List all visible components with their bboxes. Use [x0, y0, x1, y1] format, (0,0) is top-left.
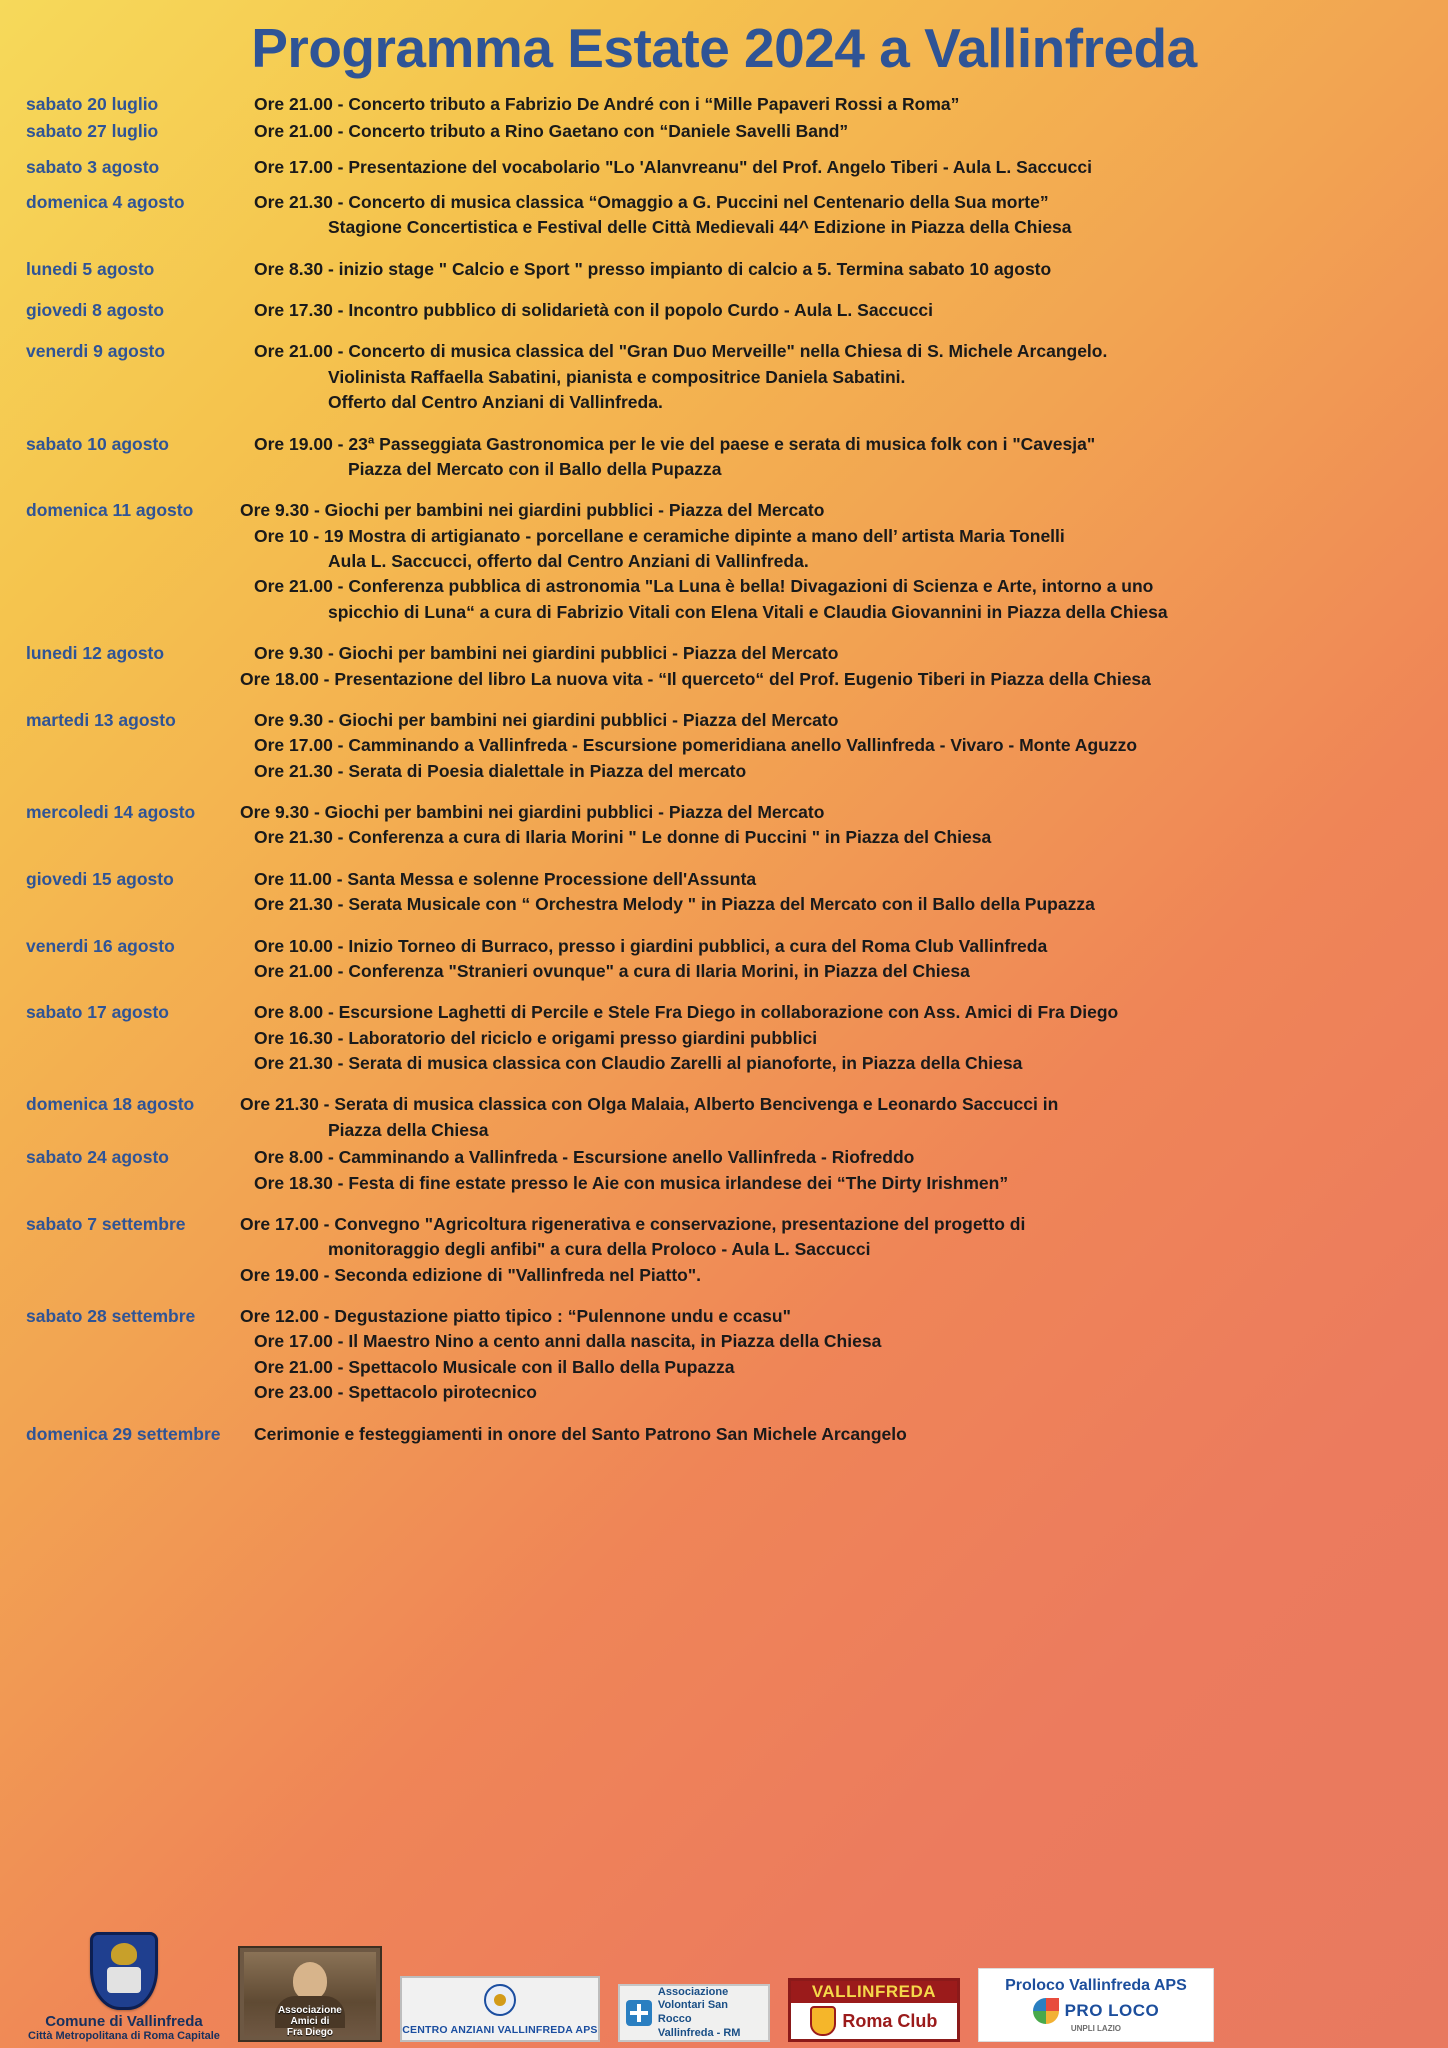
entry-line: Ore 21.30 - Serata di musica classica con Olga Malaia, Alberto Bencivenga e Leonardo Saccucci in — [240, 1094, 1059, 1115]
entry-line: Ore 21.30 - Concerto di musica classica “Omaggio a G. Puccini nel Centenario della Sua morte” — [254, 191, 1049, 212]
program-entry — [22, 867, 1426, 918]
entry-line: Ore 18.00 - Presentazione del libro La nuova vita - “Il querceto“ del Prof. Eugenio Tiberi in Piazza della Chiesa — [240, 668, 1151, 689]
entry-description — [240, 1000, 1426, 1076]
program-entry — [22, 708, 1426, 784]
volontari-badge — [618, 1984, 770, 2042]
entry-line: Ore 9.30 - Giochi per bambini nei giardini pubblici - Piazza del Mercato — [254, 643, 839, 664]
entry-date-label: lunedi 12 agosto — [26, 643, 165, 664]
entry-line: Ore 16.30 - Laboratorio del riciclo e origami presso giardini pubblici — [254, 1027, 818, 1048]
entry-description — [240, 1092, 1426, 1143]
emblem-icon — [484, 1984, 516, 2016]
entry-line: Ore 21.00 - Conferenza "Stranieri ovunque" a cura di Ilaria Morini, in Piazza del Chiesa — [254, 960, 970, 981]
fradiego-line3: Fra Diego — [286, 2027, 333, 2038]
entry-line: Ore 21.30 - Conferenza a cura di Ilaria Morini " Le donne di Puccini " in Piazza del Chiesa — [254, 827, 992, 848]
entry-line: Ore 17.00 - Presentazione del vocabolario "Lo 'Alanvreanu" del Prof. Angelo Tiberi - Aula L. Saccucci — [254, 156, 1092, 177]
program-entry — [22, 432, 1426, 483]
entry-description — [240, 339, 1426, 415]
entry-description — [240, 498, 1426, 625]
entry-line: Ore 10.00 - Inizio Torneo di Burraco, presso i giardini pubblici, a cura del Roma Club Vallinfreda — [254, 935, 1048, 956]
shield-icon — [810, 2006, 836, 2036]
entry-date-label: lunedi 5 agosto — [26, 258, 155, 279]
entry-line: Ore 21.00 - Concerto tributo a Fabrizio De André con i “Mille Papaveri Rossi a Roma” — [254, 93, 960, 114]
program-entry — [22, 800, 1426, 851]
program-entry — [22, 498, 1426, 625]
entry-description — [240, 867, 1426, 918]
entry-description — [240, 641, 1426, 692]
entry-description — [240, 119, 1426, 144]
entry-line: Ore 12.00 - Degustazione piatto tipico : “Pulennone undu e ccasu" — [240, 1306, 791, 1326]
entry-line: Ore 21.00 - Conferenza pubblica di astronomia "La Luna è bella! Divagazioni di Scienza e Arte, intorno a uno — [254, 576, 1154, 597]
entry-line: Ore 17.00 - Camminando a Vallinfreda - Escursione pomeridiana anello Vallinfreda - Vivaro - Monte Aguzzo — [254, 735, 1138, 756]
entry-line: Ore 8.00 - Escursione Laghetti di Percile e Stele Fra Diego in collaborazione con Ass. Amici di Fra Diego — [254, 1002, 1119, 1023]
entry-line: Ore 9.30 - Giochi per bambini nei giardini pubblici - Piazza del Mercato — [240, 500, 825, 521]
entry-date-label: mercoledi 14 agosto — [26, 802, 196, 822]
volontari-line2: Volontari San Rocco — [657, 1999, 729, 2025]
entry-line: Ore 21.00 - Spettacolo Musicale con il Ballo della Pupazza — [254, 1356, 735, 1377]
entry-description — [240, 1422, 1426, 1447]
roma-club-badge — [788, 1978, 960, 2042]
entry-description — [240, 155, 1426, 180]
entry-line: Ore 17.00 - Il Maestro Nino a cento anni dalla nascita, in Piazza della Chiesa — [254, 1331, 882, 1352]
program-entry — [22, 339, 1426, 415]
entry-date-label: domenica 18 agosto — [26, 1094, 195, 1115]
entry-line: Ore 17.30 - Incontro pubblico di solidarietà con il popolo Curdo - Aula L. Saccucci — [254, 300, 934, 320]
entry-description — [240, 1145, 1426, 1196]
entry-line: Violinista Raffaella Sabatini, pianista e compositrice Daniela Sabatini. — [328, 366, 906, 387]
page-title: Programma Estate 2024 a Vallinfreda — [251, 17, 1197, 79]
proloco-title: Proloco Vallinfreda APS — [1005, 1976, 1187, 1994]
entry-line: Ore 11.00 - Santa Messa e solenne Processione dell'Assunta — [254, 868, 757, 889]
entry-date-label: giovedi 15 agosto — [26, 868, 174, 889]
entry-line: Piazza della Chiesa — [328, 1119, 489, 1140]
entry-description — [240, 190, 1426, 241]
roma-club-top-label: VALLINFREDA — [791, 1981, 957, 2003]
entry-line: spicchio di Luna“ a cura di Fabrizio Vitali con Elena Vitali e Claudia Giovannini in Piazza della Chiesa — [328, 601, 1168, 622]
proloco-mark: PRO LOCO — [1064, 2001, 1160, 2021]
entry-date-label: martedi 13 agosto — [26, 709, 176, 730]
program-entry — [22, 257, 1426, 282]
entry-date-label: domenica 29 settembre — [26, 1423, 221, 1444]
entry-date-label: domenica 4 agosto — [26, 191, 185, 212]
entry-line: Offerto dal Centro Anziani di Vallinfreda. — [328, 392, 663, 413]
entry-description — [240, 934, 1426, 985]
entry-line: Ore 10 - 19 Mostra di artigianato - porcellane e ceramiche dipinte a mano dell’ artista Maria Tonelli — [254, 525, 1065, 546]
comune-name: Comune di Vallinfreda — [45, 2012, 203, 2030]
cross-icon — [626, 2000, 652, 2026]
entry-description — [240, 800, 1426, 851]
sponsor-footer — [0, 1918, 1448, 2048]
proloco-sub: UNPLI LAZIO — [1070, 2024, 1122, 2034]
fradiego-line1: Associazione — [277, 2005, 342, 2016]
fradiego-line2: Amici di — [290, 2016, 330, 2027]
entry-line: Ore 21.00 - Concerto di musica classica del "Gran Duo Merveille" nella Chiesa di S. Michele Arcangelo. — [254, 341, 1108, 362]
logo-proloco-vallinfreda — [978, 1968, 1214, 2042]
comune-subtitle: Città Metropolitana di Roma Capitale — [28, 2030, 220, 2042]
program-list — [22, 92, 1426, 1447]
program-entry — [22, 92, 1426, 117]
entry-description — [240, 432, 1426, 483]
entry-line: Cerimonie e festeggiamenti in onore del Santo Patrono San Michele Arcangelo — [254, 1423, 907, 1444]
entry-date-label: sabato 20 luglio — [26, 93, 159, 114]
entry-line: Ore 8.00 - Camminando a Vallinfreda - Escursione anello Vallinfreda - Riofreddo — [254, 1147, 915, 1168]
entry-line: Ore 23.00 - Spettacolo pirotecnico — [254, 1382, 537, 1403]
centro-anziani-badge — [400, 1976, 600, 2042]
entry-line: Ore 9.30 - Giochi per bambini nei giardini pubblici - Piazza del Mercato — [254, 709, 839, 730]
entry-line: Ore 21.30 - Serata Musicale con “ Orchestra Melody " in Piazza del Mercato con il Ballo della Pupazza — [254, 894, 1095, 915]
entry-description — [240, 1212, 1426, 1288]
logo-comune-vallinfreda — [28, 1932, 220, 2042]
program-entry — [22, 641, 1426, 692]
leaf-icon — [1033, 1998, 1059, 2024]
entry-line: Ore 21.00 - Concerto tributo a Rino Gaetano con “Daniele Savelli Band” — [254, 121, 849, 142]
entry-line: Ore 17.00 - Convegno "Agricoltura rigenerativa e conservazione, presentazione del progetto di — [240, 1213, 1026, 1234]
entry-description — [240, 708, 1426, 784]
entry-date-label: giovedi 8 agosto — [26, 300, 165, 320]
program-entry — [22, 1304, 1426, 1406]
entry-date-label: sabato 17 agosto — [26, 1002, 169, 1023]
entry-date-label: venerdi 9 agosto — [26, 341, 166, 362]
logo-amici-di-fra-diego — [238, 1946, 382, 2042]
roma-club-bottom-label: Roma Club — [842, 2010, 938, 2031]
entry-line: Ore 19.00 - 23ª Passeggiata Gastronomica per le vie del paese e serata di musica folk con i "Cavesja" — [254, 433, 1096, 454]
volontari-line3: Vallinfreda - RM — [657, 2026, 741, 2039]
program-entry — [22, 155, 1426, 180]
program-entry — [22, 1092, 1426, 1143]
program-entry — [22, 1422, 1426, 1447]
program-entry — [22, 119, 1426, 144]
entry-date-label: sabato 7 settembre — [26, 1213, 186, 1234]
entry-line: Ore 19.00 - Seconda edizione di "Vallinfreda nel Piatto". — [240, 1264, 702, 1285]
entry-line: Stagione Concertistica e Festival delle Città Medievali 44^ Edizione in Piazza della Chiesa — [328, 217, 1072, 238]
program-entry — [22, 934, 1426, 985]
entry-date-label: sabato 3 agosto — [26, 156, 160, 177]
entry-line: Aula L. Saccucci, offerto dal Centro Anziani di Vallinfreda. — [328, 551, 809, 571]
centro-anziani-label: CENTRO ANZIANI VALLINFREDA APS — [402, 2024, 598, 2036]
entry-description — [240, 92, 1426, 117]
logo-roma-club-vallinfreda — [788, 1978, 960, 2042]
entry-line: Ore 9.30 - Giochi per bambini nei giardini pubblici - Piazza del Mercato — [240, 802, 825, 822]
program-entry — [22, 190, 1426, 241]
entry-line: Ore 21.30 - Serata di Poesia dialettale in Piazza del mercato — [254, 760, 747, 781]
entry-line: Ore 21.30 - Serata di musica classica con Claudio Zarelli al pianoforte, in Piazza della Chiesa — [254, 1053, 1023, 1073]
program-entry — [22, 1145, 1426, 1196]
coat-of-arms-icon — [90, 1932, 158, 2010]
volontari-line1: Associazione — [657, 1985, 729, 1998]
entry-date-label: sabato 27 luglio — [26, 121, 159, 142]
friar-photo-icon — [238, 1946, 382, 2042]
entry-line: Ore 18.30 - Festa di fine estate presso le Aie con musica irlandese dei “The Dirty Irishmen” — [254, 1172, 1009, 1193]
entry-date-label: venerdi 16 agosto — [26, 935, 175, 956]
entry-line: Piazza del Mercato con il Ballo della Pupazza — [348, 458, 722, 479]
entry-description — [240, 1304, 1426, 1406]
proloco-badge — [978, 1968, 1214, 2042]
entry-date-label: sabato 10 agosto — [26, 433, 169, 454]
logo-centro-anziani — [400, 1976, 600, 2042]
entry-description — [240, 257, 1426, 282]
program-entry — [22, 1212, 1426, 1288]
entry-date-label: sabato 28 settembre — [26, 1306, 196, 1326]
entry-line: monitoraggio degli anfibi" a cura della Proloco - Aula L. Saccucci — [328, 1239, 871, 1260]
program-entry — [22, 1000, 1426, 1076]
program-entry — [22, 298, 1426, 323]
logo-volontari-san-rocco — [618, 1984, 770, 2042]
entry-date-label: domenica 11 agosto — [26, 500, 194, 521]
entry-line: Ore 8.30 - inizio stage " Calcio e Sport " presso impianto di calcio a 5. Termina sabato 10 agosto — [254, 258, 1052, 279]
entry-date-label: sabato 24 agosto — [26, 1147, 169, 1168]
entry-description — [240, 298, 1426, 323]
